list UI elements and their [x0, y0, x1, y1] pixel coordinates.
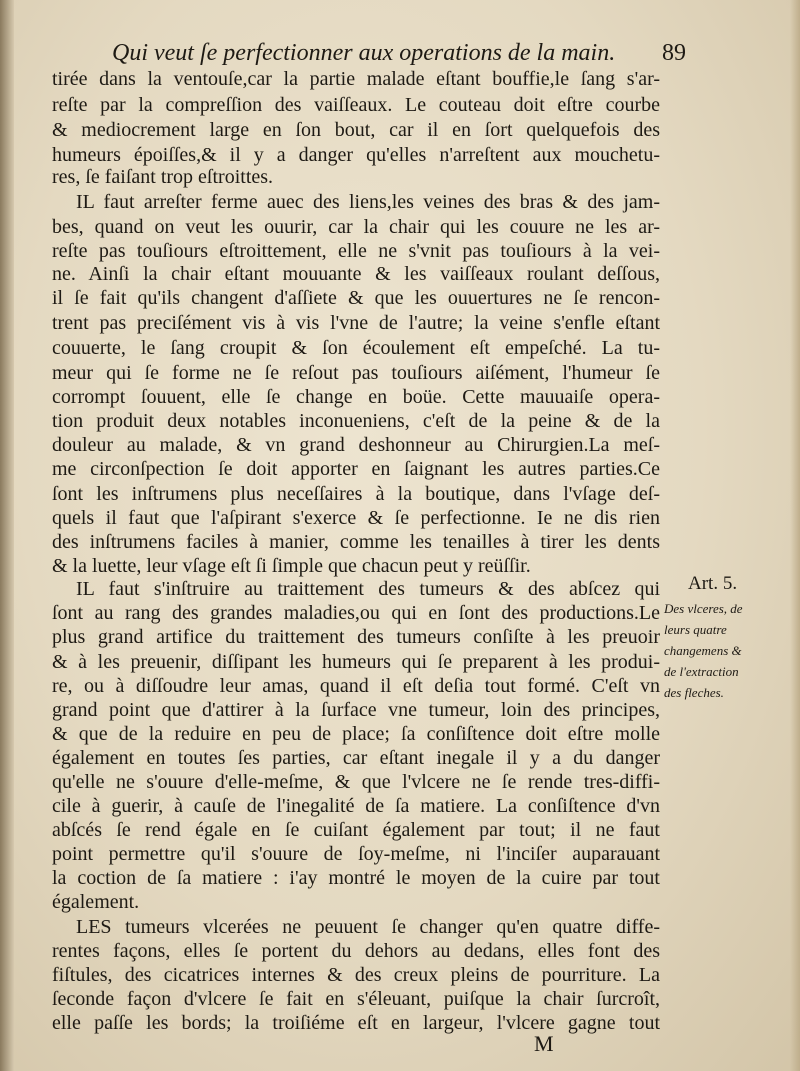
text-line: rentes façons, elles ſe portent du dehors au dedans, elles font des: [52, 940, 660, 962]
text-line: & que de la reduire en peu de place; ſa conſiſtence doit eſtre molle: [52, 723, 660, 745]
text-line: cile à guerir, à cauſe de l'inegalité de ſa matiere. La conſiſtence d'vn: [52, 795, 660, 817]
text-line: la coction de ſa matiere : i'ay montré le moyen de la cuire par tout: [52, 867, 660, 889]
text-line: plus grand artifice du traittement des tumeurs conſiſte à les preuoir: [52, 626, 660, 648]
text-line: fiſtules, des cicatrices internes & des creux pleins de pourriture. La: [52, 964, 660, 986]
text-line: ſont les inſtrumens plus neceſſaires à la boutique, dans l'vſage deſ-: [52, 483, 660, 505]
text-line: corrompt ſouuent, elle ſe change en boüe. Cette mauuaiſe opera-: [52, 386, 660, 408]
text-line: reſte par la compreſſion des vaiſſeaux. Le couteau doit eſtre courbe: [52, 94, 660, 116]
text-line: des inſtrumens faciles à manier, comme les tenailles à tirer les dents: [52, 531, 660, 553]
text-line: quels il faut que l'aſpirant s'exerce & ſe perfectionne. Ie ne dis rien: [52, 507, 660, 529]
text-line: tirée dans la ventouſe,car la partie malade eſtant bouffie,le ſang s'ar-: [52, 68, 660, 90]
text-line: couuerte, le ſang croupit & ſon écoulement eſt empeſché. La tu-: [52, 337, 660, 359]
text-line: & mediocrement large en ſon bout, car il en ſort quelquefois des: [52, 119, 660, 141]
text-line: il ſe fait qu'ils changent d'aſſiete & que les ouuertures ne ſe rencon-: [52, 287, 660, 309]
margin-note-line: de l'extraction: [664, 664, 739, 679]
margin-note-line: changemens &: [664, 643, 742, 658]
text-line: res, ſe faiſant trop eſtroittes.: [52, 166, 274, 188]
text-line: LES tumeurs vlcerées ne peuuent ſe changer qu'en quatre diffe-: [76, 916, 660, 938]
text-line: humeurs époiſſes,& il y a danger qu'elles n'arreſtent aux mouchetu-: [52, 144, 660, 166]
text-line: IL faut s'inſtruire au traittement des tumeurs & des abſcez qui: [76, 578, 660, 600]
margin-article-number: Art. 5.: [688, 573, 738, 594]
text-line: meur qui ſe forme ne ſe reſout pas touſiours aiſément, l'humeur ſe: [52, 362, 660, 384]
text-line: ne. Ainſi la chair eſtant mouuante & les vaiſſeaux roulant deſſous,: [52, 263, 660, 285]
margin-note-line: des fleches.: [664, 685, 724, 700]
text-line: trent pas preciſément vis à vis l'vne de l'autre; la veine s'enfle eſtant: [52, 312, 660, 334]
text-line: & la luette, leur vſage eſt ſi ſimple que chacun peut y reüſſir.: [52, 555, 531, 577]
text-line: & à les preuenir, diſſipant les humeurs qui ſe preparent à les produi-: [52, 651, 660, 673]
text-line: tion produit deux notables inconueniens, c'eſt de la peine & de la: [52, 410, 660, 432]
page-gutter-shadow: [0, 0, 14, 1071]
text-line: IL faut arreſter ferme auec des liens,les veines des bras & des jam-: [76, 191, 660, 213]
signature-mark: M: [534, 1031, 554, 1056]
margin-note-line: Des vlceres, de: [664, 601, 743, 616]
text-line: ſeconde façon d'vlcere ſe fait en s'éleuant, puiſque la chair ſurcroît,: [52, 988, 660, 1010]
text-line: grand point que d'attirer à la ſurface vne tumeur, loin des principes,: [52, 699, 660, 721]
page-number: 89: [662, 40, 686, 66]
page-edge-shadow: [790, 0, 800, 1071]
running-head: Qui veut ſe perfectionner aux operations de la main.: [112, 40, 616, 66]
text-line: me circonſpection ſe doit apporter en ſaignant les autres parties.Ce: [52, 458, 660, 480]
text-line: re, ou à diſſoudre leur amas, quand il eſt deſia tout formé. C'eſt vn: [52, 675, 660, 697]
margin-note-line: leurs quatre: [664, 622, 727, 637]
text-line: abſcés ſe rend égale en ſe cuiſant également par tout; il ne faut: [52, 819, 660, 841]
text-line: également en toutes ſes parties, car eſtant inegale il y a du danger: [52, 747, 660, 769]
text-line: qu'elle ne s'ouure d'elle-meſme, & que l'vlcere ne ſe rende tres-diffi-: [52, 771, 660, 793]
text-line: ſont au rang des grandes maladies,ou qui en ſont des productions.Le: [52, 602, 660, 624]
text-line: point permettre qu'il s'ouure de ſoy-meſme, ni l'inciſer auparauant: [52, 843, 660, 865]
text-line: douleur au malade, & vn grand deshonneur au Chirurgien.La meſ-: [52, 434, 660, 456]
text-line: reſte pas touſiours eſtroittement, elle ne s'vnit pas touſiours à la vei-: [52, 240, 660, 262]
text-line: bes, quand on veut les ouurir, car la chair qui les couure ne les ar-: [52, 216, 660, 238]
text-line: elle paſſe les bords; la troiſiéme eſt en largeur, l'vlcere gagne tout: [52, 1012, 660, 1034]
text-line: également.: [52, 891, 140, 913]
